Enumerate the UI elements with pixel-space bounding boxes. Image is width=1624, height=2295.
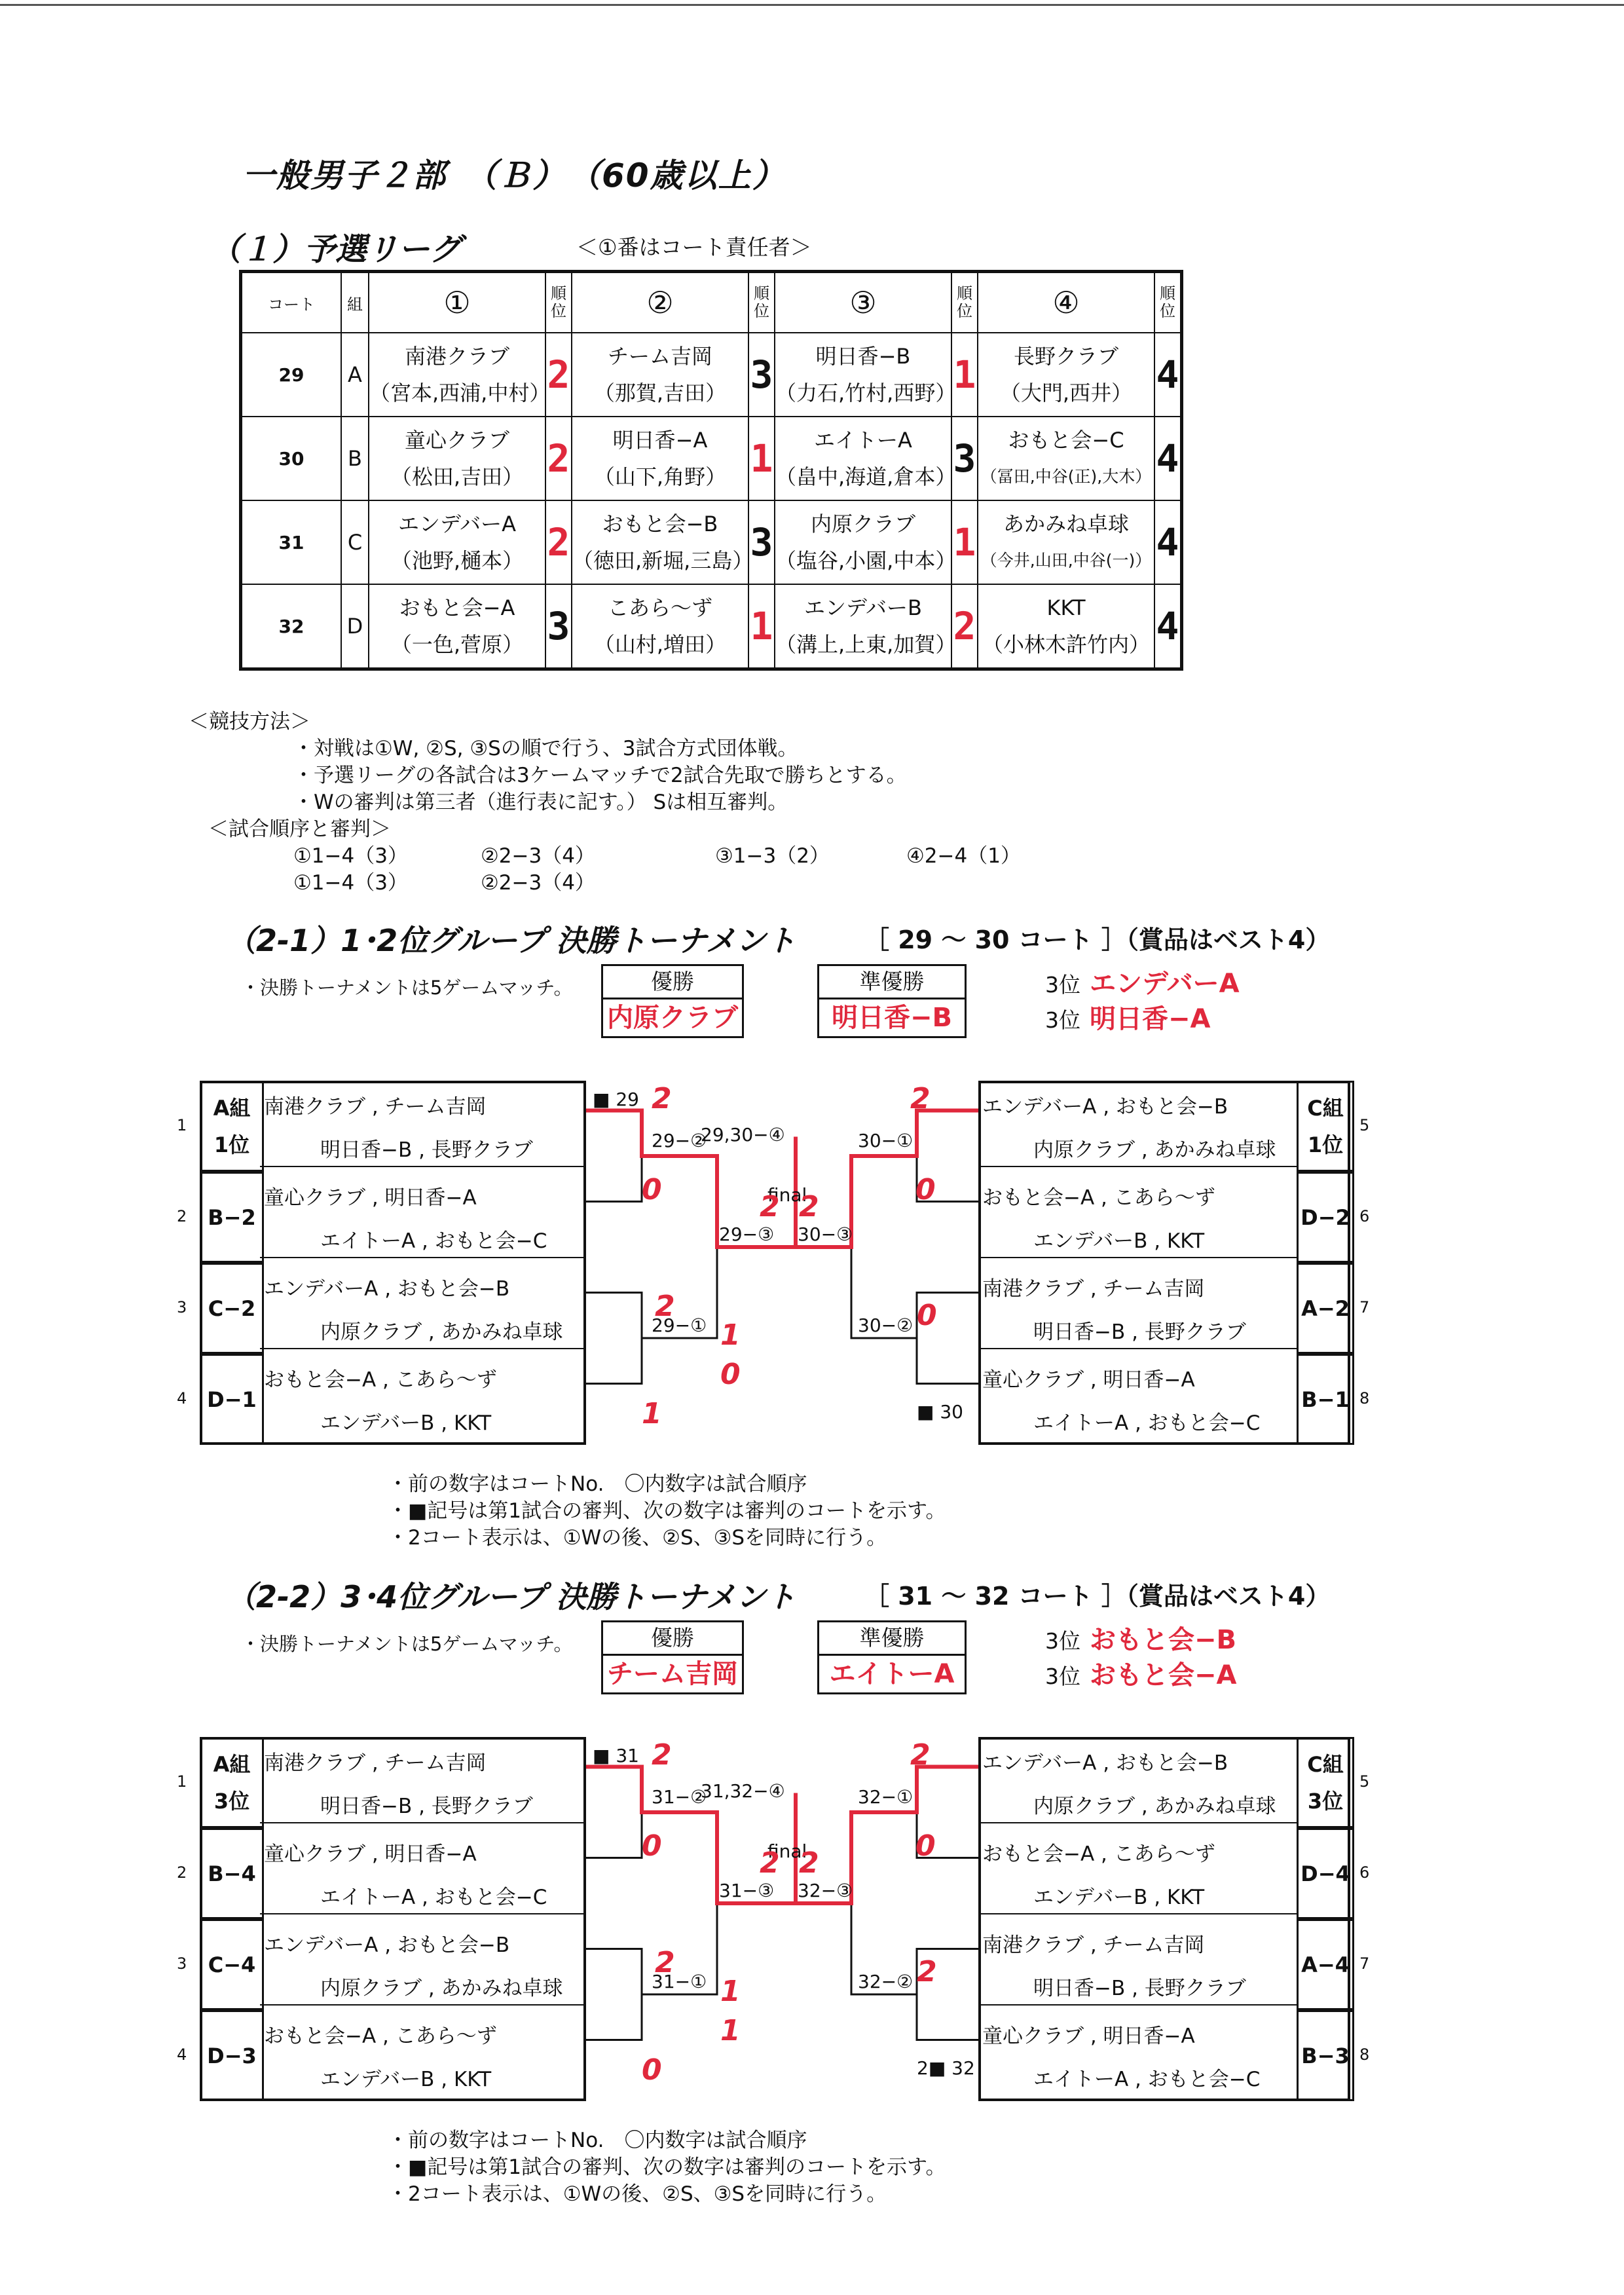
- score-mark: 2: [917, 1955, 937, 1988]
- score-mark: 2: [655, 1946, 675, 1979]
- score-mark: 2: [652, 1738, 672, 1772]
- pair-line-2: エンデバーB , KKT: [1033, 1886, 1205, 1909]
- pair-line-1: 南港クラブ , チーム吉岡: [264, 1095, 487, 1119]
- match-label: 31−③: [719, 1880, 775, 1901]
- rank-cell: 2: [545, 417, 572, 500]
- seed-label: D−3: [200, 2010, 264, 2101]
- team-name: 明日香−B: [815, 344, 911, 369]
- pair-line-1: 南港クラブ , チーム吉岡: [982, 1933, 1205, 1957]
- third-team: エンデバーA: [1090, 969, 1240, 999]
- score-mark: 2: [910, 1081, 931, 1115]
- match-label: 30−①: [858, 1130, 913, 1151]
- pair-line-2: 明日香−B , 長野クラブ: [1033, 1320, 1246, 1344]
- team-name: エンデバーB: [803, 595, 923, 620]
- t2-note: ・決勝トーナメントは5ゲームマッチ。: [241, 1633, 573, 1655]
- score-mark: 2: [799, 1190, 819, 1223]
- group-cell: A: [341, 333, 369, 417]
- seed-number: 4: [177, 2045, 187, 2064]
- bracket-line: [586, 1949, 642, 2040]
- rank-cell: 3: [951, 417, 978, 500]
- champion-label: 優勝: [603, 1622, 742, 1656]
- group-cell: C: [341, 500, 369, 584]
- pair-line-2: エイトーA , おもと会−C: [1033, 1411, 1261, 1435]
- pair-line-2: エイトーA , おもと会−C: [320, 1886, 547, 1909]
- score-mark: 0: [642, 1829, 662, 1863]
- team-name: おもと会−A: [399, 595, 515, 620]
- rank-cell: 4: [1154, 417, 1182, 500]
- pair-line-1: 童心クラブ , 明日香−A: [982, 2024, 1195, 2048]
- third-label: 3位: [1045, 972, 1080, 998]
- score-mark: 1: [642, 1396, 662, 1430]
- seed-number: 3: [177, 1954, 187, 1973]
- rank-cell: 2: [545, 500, 572, 584]
- rank-cell: 3: [748, 333, 775, 417]
- bracket-line: [586, 1767, 642, 1858]
- seed-number: 1: [177, 1772, 187, 1791]
- team-members: （今井,山田,中谷(一)）: [980, 551, 1152, 570]
- score-mark: 2: [655, 1290, 675, 1323]
- header-rank: 順 位: [1154, 272, 1182, 333]
- method-line: ・予選リーグの各試合は3ケームマッチで2試合先取で勝ちとする。: [293, 764, 907, 787]
- referee-right: 2■ 32: [917, 2057, 975, 2079]
- final-match-label: 31,32−④: [701, 1780, 785, 1802]
- referee-right: ■ 30: [917, 1400, 963, 1423]
- seed-label: B−1: [1297, 1354, 1354, 1445]
- seed-label: C組 1位: [1297, 1081, 1354, 1172]
- pair-line-2: 明日香−B , 長野クラブ: [320, 1795, 533, 1818]
- match-label: 29−②: [652, 1130, 707, 1151]
- match-label: 31−①: [652, 1971, 707, 1992]
- champion-label: 優勝: [603, 966, 742, 999]
- seed-label: C−2: [200, 1263, 264, 1354]
- team-name: 内原クラブ: [810, 512, 915, 536]
- score-mark: 1: [720, 1318, 741, 1352]
- header-col4: ④: [978, 272, 1154, 333]
- pair-line-1: おもと会−A , こあら〜ず: [264, 1368, 497, 1392]
- seed-label: A組 1位: [200, 1081, 264, 1172]
- seed-number: 8: [1359, 1389, 1370, 1408]
- seed-number: 5: [1359, 1772, 1370, 1791]
- seed-label: D−4: [1297, 1828, 1354, 1919]
- order-item: ①1−4（3）: [293, 871, 408, 895]
- team-name: おもと会−B: [602, 512, 718, 536]
- pair-line-1: 童心クラブ , 明日香−A: [264, 1842, 477, 1866]
- header-rank: 順 位: [951, 272, 978, 333]
- third-team: 明日香−A: [1090, 1004, 1211, 1034]
- score-mark: 2: [652, 1081, 672, 1115]
- team-members: （塩谷,小園,中本）: [775, 548, 957, 573]
- seed-label: C組 3位: [1297, 1737, 1354, 1828]
- rank-cell: 2: [951, 584, 978, 669]
- pair-line-1: おもと会−A , こあら〜ず: [264, 2024, 497, 2048]
- header-col2: ②: [572, 272, 748, 333]
- pair-line-2: エンデバーB , KKT: [320, 2068, 492, 2091]
- footnote: ・2コート表示は、①Wの後、②S、③Sを同時に行う。: [388, 1526, 887, 1550]
- champion-team: 内原クラブ: [607, 1003, 738, 1033]
- rank-cell: 1: [748, 584, 775, 669]
- footnote: ・■記号は第1試合の審判、次の数字は審判のコートを示す。: [388, 2155, 946, 2179]
- pair-line-2: 内原クラブ , あかみね卓球: [320, 1977, 563, 2000]
- match-label: 30−③: [798, 1223, 853, 1245]
- team-name: 明日香−A: [612, 428, 708, 453]
- team-name: チーム吉岡: [607, 344, 712, 369]
- t2-heading: （2-2）3･4位グループ 決勝トーナメント: [226, 1579, 796, 1614]
- pair-line-2: 明日香−B , 長野クラブ: [1033, 1977, 1246, 2000]
- header-rank: 順 位: [545, 272, 572, 333]
- order-item: ③1−3（2）: [715, 844, 830, 868]
- match-label: 31−②: [652, 1786, 707, 1808]
- team-name: エンデバーA: [398, 512, 516, 536]
- court-cell: 31: [241, 500, 342, 584]
- seed-label: D−2: [1297, 1172, 1354, 1263]
- pair-line-1: 童心クラブ , 明日香−A: [982, 1368, 1195, 1392]
- team-name: KKT: [1046, 595, 1086, 620]
- team-members: （畠中,海道,倉本）: [775, 464, 957, 489]
- header-rank: 順 位: [748, 272, 775, 333]
- seed-label: B−4: [200, 1828, 264, 1919]
- team-name: こあら〜ず: [607, 595, 712, 620]
- seed-number: 3: [177, 1298, 187, 1316]
- team-name: 童心クラブ: [404, 428, 509, 453]
- pair-line-2: 内原クラブ , あかみね卓球: [320, 1320, 563, 1344]
- bracket-line: [851, 1812, 917, 1994]
- seed-number: 7: [1359, 1298, 1370, 1316]
- seed-label: B−3: [1297, 2010, 1354, 2101]
- pair-line-2: 内原クラブ , あかみね卓球: [1033, 1138, 1276, 1162]
- referee-left: ■ 31: [593, 1744, 639, 1766]
- seed-number: 6: [1359, 1207, 1370, 1225]
- team-members: （徳田,新堀,三島）: [572, 548, 754, 573]
- team-members: （一色,菅原）: [390, 632, 524, 657]
- seed-number: 7: [1359, 1954, 1370, 1973]
- page-title: 一般男子２部 （Ｂ） （60歳以上）: [242, 157, 786, 195]
- court-cell: 30: [241, 417, 342, 500]
- score-mark: 2: [799, 1846, 819, 1880]
- seed-label: D−1: [200, 1354, 264, 1445]
- rank-cell: 4: [1154, 584, 1182, 669]
- method-line: ・Wの審判は第三者（進行表に記す。） Sは相互審判。: [293, 791, 788, 814]
- champion-team: チーム吉岡: [607, 1659, 738, 1689]
- league-heading: （１）予選リーグ: [210, 231, 462, 268]
- runner-up-label: 準優勝: [819, 966, 965, 999]
- pair-line-2: 明日香−B , 長野クラブ: [320, 1138, 533, 1162]
- seed-label: A−4: [1297, 1919, 1354, 2010]
- pair-line-2: エンデバーB , KKT: [1033, 1229, 1205, 1253]
- team-name: エイトーA: [814, 428, 912, 453]
- rank-cell: 1: [951, 333, 978, 417]
- score-mark: 0: [720, 1357, 741, 1391]
- group-cell: B: [341, 417, 369, 500]
- runner-up-team: 明日香−B: [831, 1003, 952, 1033]
- team-members: （那賀,吉田）: [593, 381, 727, 405]
- pair-line-2: エイトーA , おもと会−C: [320, 1229, 547, 1253]
- rank-cell: 2: [545, 333, 572, 417]
- score-mark: 0: [915, 1829, 936, 1863]
- team-name: 南港クラブ: [404, 344, 509, 369]
- seed-label: A組 3位: [200, 1737, 264, 1828]
- league-note: ＜①番はコート責任者＞: [576, 234, 812, 260]
- seed-label: A−2: [1297, 1263, 1354, 1354]
- pair-line-2: エイトーA , おもと会−C: [1033, 2068, 1261, 2091]
- score-mark: 0: [917, 1299, 937, 1332]
- pair-line-1: 南港クラブ , チーム吉岡: [982, 1277, 1205, 1301]
- team-members: （溝上,上東,加賀）: [775, 632, 957, 657]
- team-name: おもと会−C: [1008, 428, 1124, 453]
- team-members: （宮本,西浦,中村）: [369, 381, 551, 405]
- pair-line-1: おもと会−A , こあら〜ず: [982, 1842, 1215, 1866]
- match-label: 29−①: [652, 1315, 707, 1336]
- rank-cell: 3: [748, 500, 775, 584]
- order-item: ②2−3（4）: [481, 871, 595, 895]
- pair-line-1: エンデバーA , おもと会−B: [264, 1277, 510, 1301]
- rank-cell: 3: [545, 584, 572, 669]
- team-members: （山下,角野）: [593, 464, 727, 489]
- header-col1: ①: [369, 272, 545, 333]
- team-name: 長野クラブ: [1013, 344, 1118, 369]
- score-mark: 0: [642, 1173, 662, 1206]
- rank-cell: 4: [1154, 333, 1182, 417]
- seed-label: B−2: [200, 1172, 264, 1263]
- footnote: ・前の数字はコートNo. 〇内数字は試合順序: [388, 1472, 807, 1496]
- pair-line-2: 内原クラブ , あかみね卓球: [1033, 1795, 1276, 1818]
- match-label: 30−②: [858, 1315, 913, 1336]
- t1-courts: ［ 29 〜 30 コート ］（賞品はベスト4）: [864, 925, 1331, 954]
- team-members: （山村,増田）: [593, 632, 727, 657]
- score-mark: 0: [915, 1173, 936, 1206]
- t2-courts: ［ 31 〜 32 コート ］（賞品はベスト4）: [864, 1582, 1331, 1611]
- seed-number: 2: [177, 1863, 187, 1882]
- team-name: あかみね卓球: [1003, 512, 1129, 536]
- rank-cell: 1: [951, 500, 978, 584]
- seed-number: 6: [1359, 1863, 1370, 1882]
- group-cell: D: [341, 584, 369, 669]
- third-team: おもと会−A: [1090, 1660, 1237, 1690]
- pair-line-1: おもと会−A , こあら〜ず: [982, 1186, 1215, 1210]
- footnote: ・■記号は第1試合の審判、次の数字は審判のコートを示す。: [388, 1499, 946, 1523]
- seed-number: 8: [1359, 2045, 1370, 2064]
- score-mark: 2: [760, 1846, 780, 1880]
- final-label: final: [767, 1840, 807, 1862]
- t1-note: ・決勝トーナメントは5ゲームマッチ。: [241, 977, 573, 999]
- team-members: （力石,竹村,西野）: [775, 381, 957, 405]
- final-match-label: 29,30−④: [701, 1123, 785, 1146]
- score-mark: 0: [642, 2053, 662, 2087]
- method-heading: ＜競技方法＞: [189, 710, 310, 734]
- pair-line-1: 童心クラブ , 明日香−A: [264, 1186, 477, 1210]
- pair-line-1: エンデバーA , おもと会−B: [982, 1751, 1228, 1775]
- third-team: おもと会−B: [1090, 1625, 1237, 1655]
- rank-cell: 4: [1154, 500, 1182, 584]
- third-label: 3位: [1045, 1664, 1080, 1689]
- order-item: ④2−4（1）: [906, 844, 1021, 868]
- runner-up-label: 準優勝: [819, 1622, 965, 1656]
- match-label: 32−①: [858, 1786, 913, 1808]
- final-label: final: [767, 1184, 807, 1206]
- seed-number: 5: [1359, 1116, 1370, 1134]
- runner-up-team: エイトーA: [829, 1659, 955, 1689]
- pair-line-1: エンデバーA , おもと会−B: [264, 1933, 510, 1957]
- header-court: コート: [241, 272, 342, 333]
- court-cell: 32: [241, 584, 342, 669]
- seed-number: 4: [177, 1389, 187, 1408]
- team-members: （小林木許竹内）: [982, 632, 1150, 657]
- match-label: 29−③: [719, 1223, 775, 1245]
- team-members: （松田,吉田）: [390, 464, 524, 489]
- footnote: ・2コート表示は、①Wの後、②S、③Sを同時に行う。: [388, 2182, 887, 2206]
- score-mark: 1: [720, 2013, 741, 2047]
- seed-number: 1: [177, 1116, 187, 1134]
- score-mark: 2: [910, 1738, 931, 1772]
- match-label: 32−③: [798, 1880, 853, 1901]
- pair-line-2: エンデバーB , KKT: [320, 1411, 492, 1435]
- order-item: ①1−4（3）: [293, 844, 408, 868]
- match-label: 32−②: [858, 1971, 913, 1992]
- pair-line-1: 南港クラブ , チーム吉岡: [264, 1751, 487, 1775]
- seed-number: 2: [177, 1207, 187, 1225]
- header-col3: ③: [775, 272, 951, 333]
- third-label: 3位: [1045, 1628, 1080, 1654]
- team-members: （大門,西井）: [999, 381, 1133, 405]
- court-cell: 29: [241, 333, 342, 417]
- team-members: （冨田,中谷(正),大木）: [980, 467, 1152, 486]
- footnote: ・前の数字はコートNo. 〇内数字は試合順序: [388, 2129, 807, 2152]
- method-line: ・対戦は①W, ②S, ③Sの順で行う、3試合方式団体戦。: [293, 737, 798, 760]
- team-members: （池野,樋本）: [390, 548, 524, 573]
- header-group: 組: [341, 272, 369, 333]
- rank-cell: 1: [748, 417, 775, 500]
- order-item: ②2−3（4）: [481, 844, 595, 868]
- pair-line-1: エンデバーA , おもと会−B: [982, 1095, 1228, 1119]
- third-label: 3位: [1045, 1007, 1080, 1033]
- seed-label: C−4: [200, 1919, 264, 2010]
- score-mark: 2: [760, 1190, 780, 1223]
- order-heading: ＜試合順序と審判＞: [208, 817, 391, 841]
- referee-left: ■ 29: [593, 1088, 639, 1110]
- t1-heading: （2-1）1･2位グループ 決勝トーナメント: [226, 923, 796, 958]
- score-mark: 1: [720, 1974, 741, 2008]
